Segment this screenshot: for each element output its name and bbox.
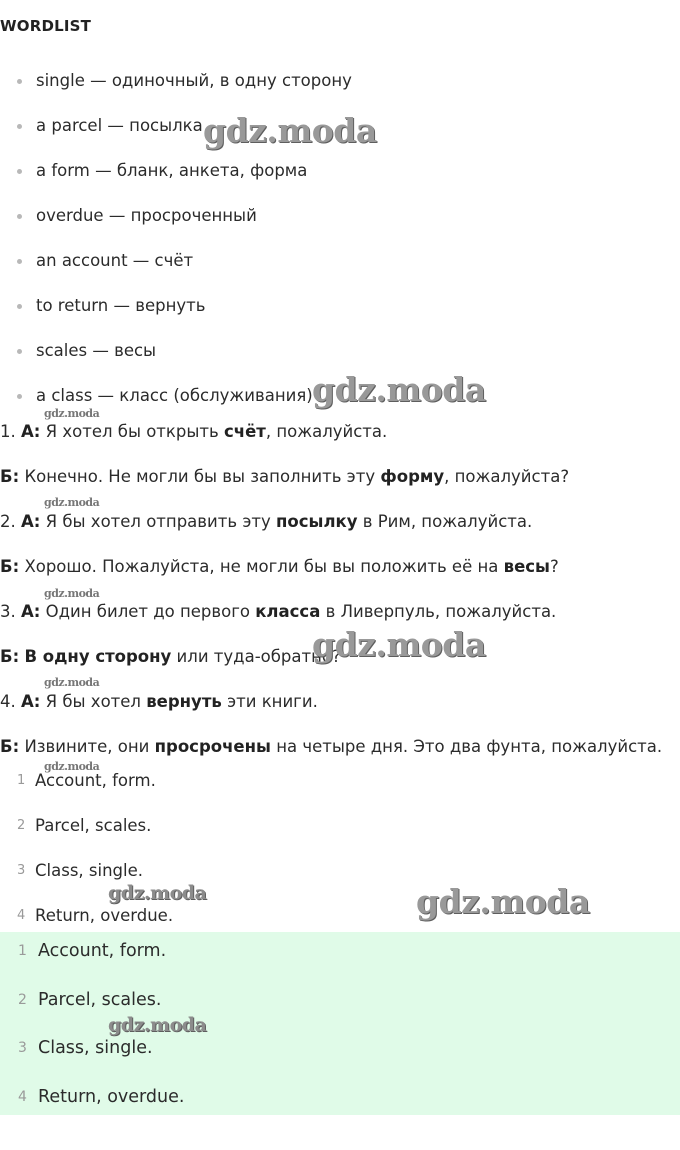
wordlist-item: a class — класс (обслуживания) [0, 383, 352, 428]
bullet-icon [17, 304, 22, 309]
bullet-icon [17, 349, 22, 354]
dialog-section [0, 419, 662, 779]
dialog-line: 3. А: Один билет до первого класса в Ливерпуль, пожалуйста. [0, 602, 557, 621]
highlighted-answer-item: 1 Account, form. [18, 941, 167, 961]
dialog-line: 2. А: Я бы хотел отправить эту посылку в Рим, пожалуйста. [0, 512, 533, 531]
answer-item: 2 Parcel, scales. [17, 816, 152, 835]
highlighted-answer-item: 4 Return, overdue. [18, 1086, 185, 1107]
watermark-logo: gdz.moda [416, 882, 590, 921]
wordlist-item: single — одиночный, в одну сторону [0, 68, 352, 113]
watermark-logo: gdz.moda [44, 676, 100, 689]
watermark-logo: gdz.moda [44, 760, 100, 773]
answers-list [0, 768, 173, 948]
answer-item: 1 Account, form. [17, 771, 156, 790]
wordlist-item: scales — весы [0, 338, 352, 383]
dialog-line: Б: В одну сторону или туда-обратно? [0, 647, 341, 666]
wordlist-item: a parcel — посылка [0, 113, 352, 158]
watermark-logo: gdz.moda [44, 496, 100, 509]
wordlist-heading: WORDLIST [0, 17, 92, 35]
watermark-logo: gdz.moda [44, 407, 100, 420]
bullet-icon [17, 79, 22, 84]
highlighted-answers-box [0, 932, 680, 1115]
watermark-logo: gdz.moda [312, 370, 486, 409]
bullet-icon [17, 214, 22, 219]
watermark-logo: gdz.moda [108, 882, 207, 904]
wordlist-item: an account — счёт [0, 248, 352, 293]
dialog-line: 1. А: Я хотел бы открыть счёт, пожалуйста. [0, 422, 388, 441]
wordlist-item: to return — вернуть [0, 293, 352, 338]
dialog-line: 4. А: Я бы хотел вернуть эти книги. [0, 692, 318, 711]
dialog-line: Б: Хорошо. Пожалуйста, не могли бы вы положить её на весы? [0, 557, 559, 576]
dialog-line: Б: Конечно. Не могли бы вы заполнить эту форму, пожалуйста? [0, 467, 570, 486]
bullet-icon [17, 124, 22, 129]
answer-item: 4 Return, overdue. [17, 906, 174, 925]
bullet-icon [17, 169, 22, 174]
dialog-line: Б: Извините, они просрочены на четыре дня. Это два фунта, пожалуйста. [0, 737, 663, 756]
wordlist-item: overdue — просроченный [0, 203, 352, 248]
highlighted-answer-item: 3 Class, single. [18, 1038, 153, 1058]
wordlist-item: a form — бланк, анкета, форма [0, 158, 352, 203]
bullet-icon [17, 259, 22, 264]
watermark-logo: gdz.moda [312, 625, 486, 664]
bullet-icon [17, 394, 22, 399]
watermark-logo: gdz.moda [203, 111, 377, 150]
answer-item: 3 Class, single. [17, 861, 143, 880]
highlighted-answer-item: 2 Parcel, scales. [18, 989, 162, 1010]
watermark-logo: gdz.moda [108, 1014, 207, 1036]
watermark-logo: gdz.moda [44, 587, 100, 600]
